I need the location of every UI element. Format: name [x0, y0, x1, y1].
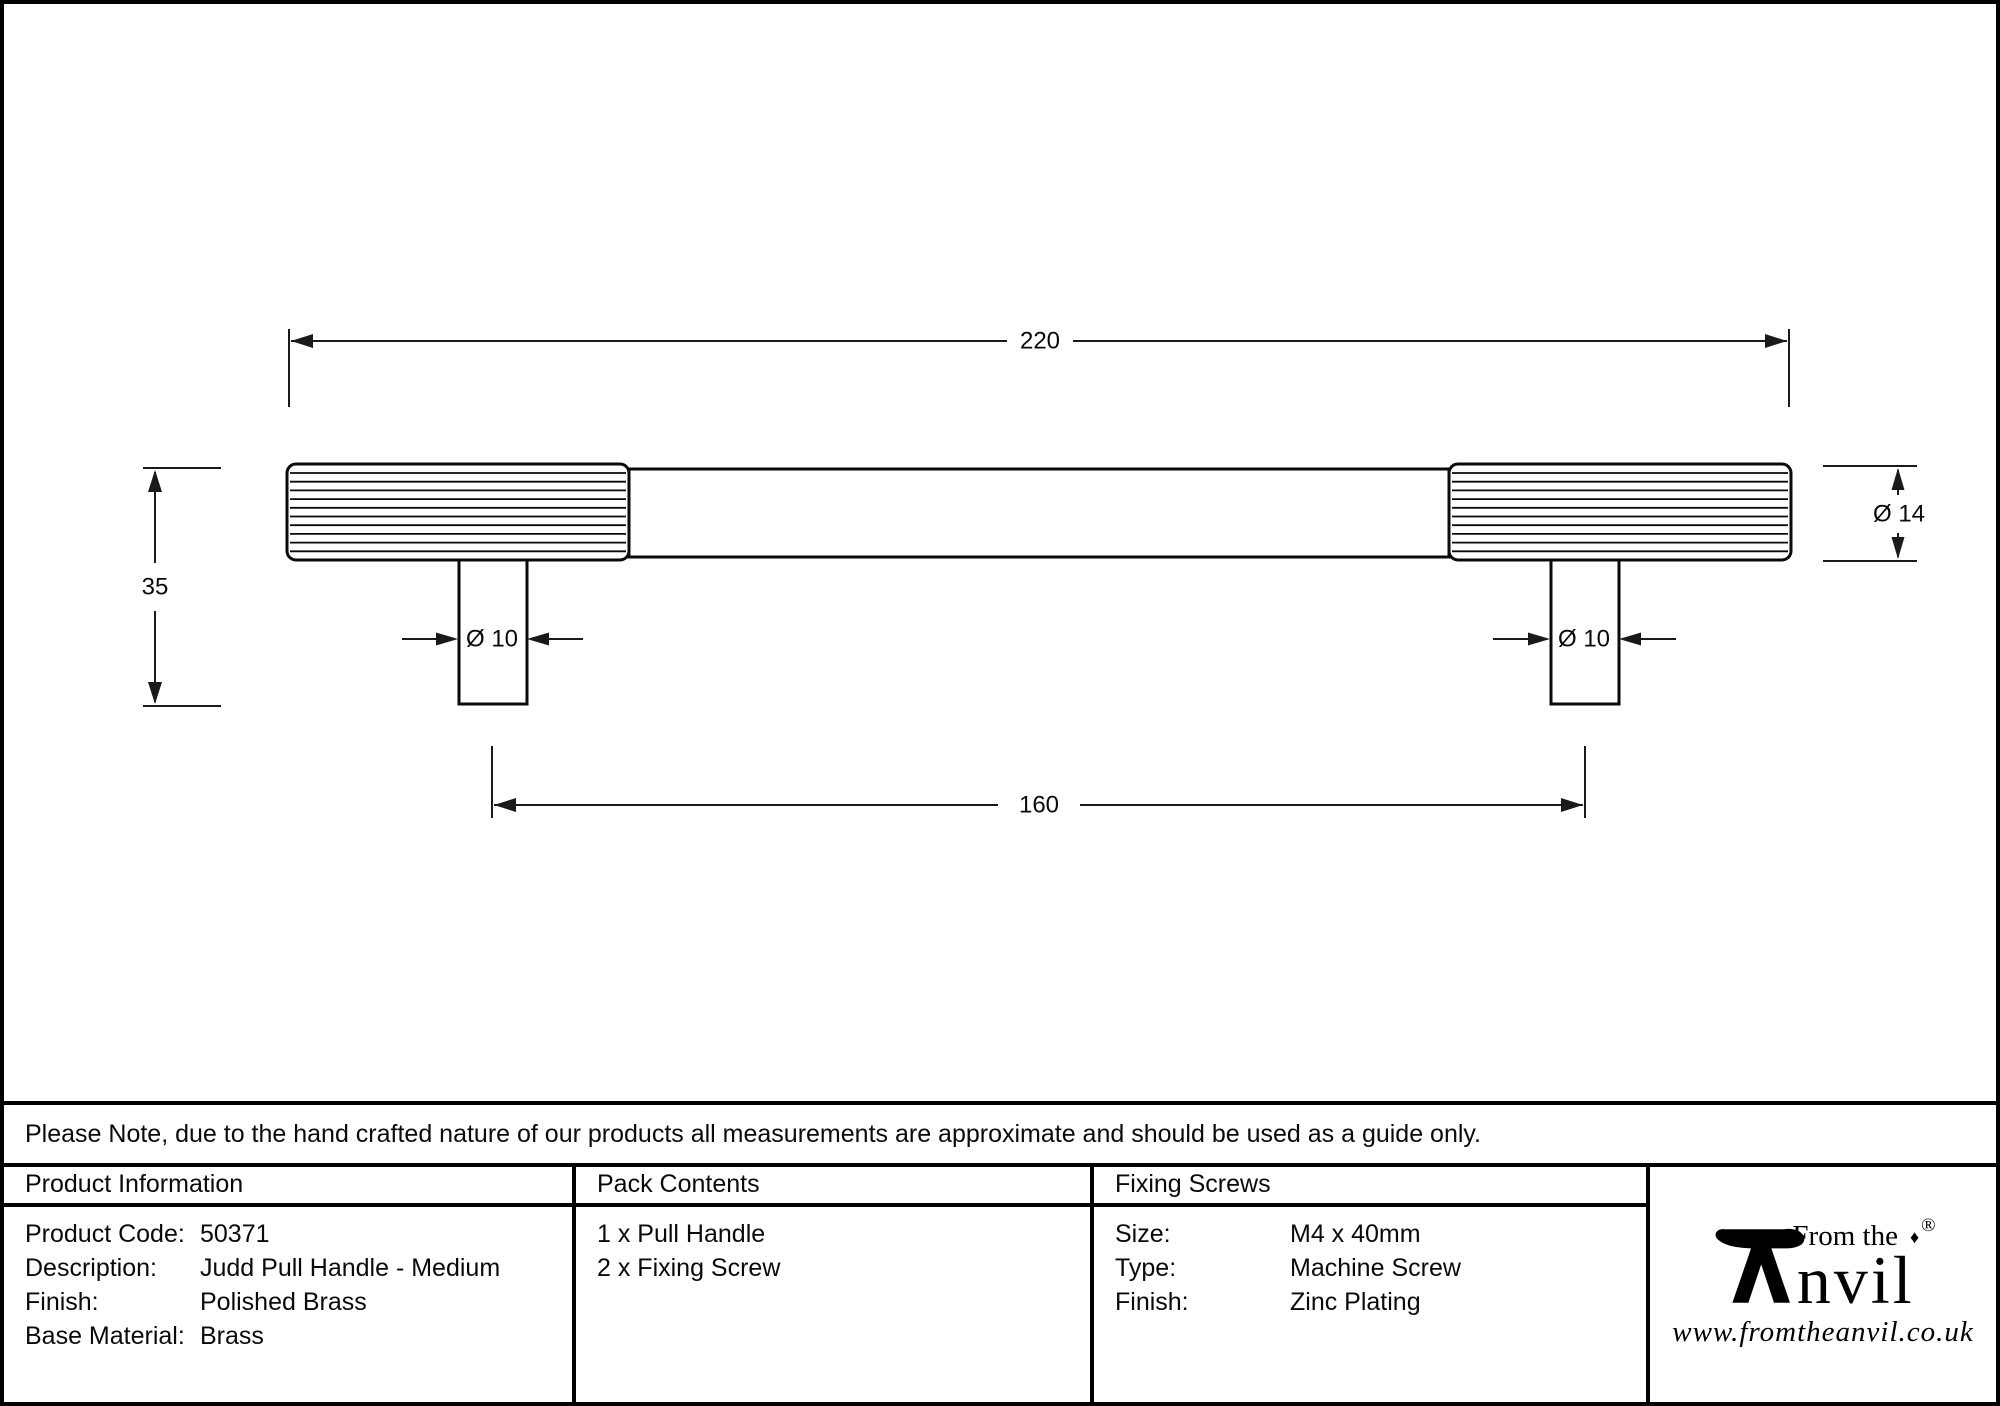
pack-contents-column	[576, 1167, 1094, 1402]
dimension-post-left	[402, 626, 583, 653]
logo-main	[1672, 1215, 1974, 1319]
dimension-label-d10-right: Ø 10	[1557, 625, 1611, 653]
dimension-label-160: 160	[1018, 791, 1060, 819]
spec-row	[25, 1319, 572, 1353]
arrowhead-left	[494, 798, 516, 812]
dimension-bar-diameter	[1823, 466, 1925, 561]
spec-row	[1115, 1251, 1646, 1285]
info-table	[4, 1167, 1996, 1402]
arrowhead-left	[436, 633, 458, 646]
handle-bar	[629, 469, 1449, 557]
dimension-label-35: 35	[141, 573, 169, 601]
fixing-screws-column	[1094, 1167, 1650, 1402]
spec-label: Finish:	[1115, 1288, 1189, 1316]
website-text: www.fromtheanvil.co.uk	[1672, 1315, 1974, 1348]
pull-handle-drawing	[287, 464, 1791, 704]
spec-row	[25, 1217, 572, 1251]
arrowhead-bottom	[1892, 537, 1905, 559]
product-information-body	[4, 1207, 572, 1353]
spec-row	[1115, 1285, 1646, 1319]
dimension-fixing-centres	[492, 746, 1585, 819]
technical-drawing	[4, 4, 1996, 1101]
dimension-overall-height	[142, 468, 221, 706]
note-bar	[4, 1101, 1996, 1167]
spec-value: 50371	[200, 1220, 270, 1248]
knurled-end-right	[1449, 464, 1791, 560]
column-header: Pack Contents	[576, 1167, 1090, 1207]
spec-value: Machine Screw	[1290, 1254, 1461, 1282]
arrowhead-right	[1765, 334, 1787, 348]
product-information-column	[4, 1167, 576, 1402]
column-header: Fixing Screws	[1094, 1167, 1646, 1207]
spec-value: Zinc Plating	[1290, 1288, 1421, 1316]
arrowhead-right	[1561, 798, 1583, 812]
spec-value: M4 x 40mm	[1290, 1220, 1421, 1248]
diamond-icon: ♦	[1909, 1226, 1920, 1247]
dimension-label-d14: Ø 14	[1872, 500, 1926, 528]
dimension-overall-length	[289, 328, 1789, 408]
spec-label: Description:	[25, 1254, 157, 1282]
spec-row	[25, 1285, 572, 1319]
pack-contents-body	[576, 1207, 1090, 1285]
pack-item: 1 x Pull Handle	[597, 1220, 766, 1248]
arrowhead-bottom	[148, 682, 162, 704]
spec-label: Base Material:	[25, 1322, 185, 1350]
from-the-anvil-logo	[1672, 1215, 1974, 1348]
note-text: Please Note, due to the hand crafted nature of our products all measurements are approximate and should be used as a guide only.	[25, 1119, 1482, 1148]
arrowhead-right	[527, 633, 549, 646]
arrowhead-top	[148, 470, 162, 492]
dimension-label-220: 220	[1019, 327, 1061, 355]
dimension-post-right	[1493, 626, 1676, 653]
pack-item: 2 x Fixing Screw	[597, 1254, 781, 1282]
dimension-label-d10-left: Ø 10	[465, 625, 519, 653]
spec-value: Judd Pull Handle - Medium	[200, 1254, 501, 1282]
knurled-end-left	[287, 464, 629, 560]
brand-logo-cell	[1650, 1167, 1996, 1402]
anvil-wordmark: nvil	[1796, 1242, 1915, 1319]
column-header: Product Information	[4, 1167, 572, 1207]
spec-value: Polished Brass	[200, 1288, 367, 1316]
spec-label: Size:	[1115, 1220, 1171, 1248]
spec-row	[1115, 1217, 1646, 1251]
spec-label: Product Code:	[25, 1220, 185, 1248]
arrowhead-right	[1619, 633, 1641, 646]
arrowhead-left	[1528, 633, 1550, 646]
spec-value: Brass	[200, 1322, 264, 1350]
fixing-screws-body	[1094, 1207, 1646, 1319]
from-the-text: From the	[1792, 1220, 1898, 1253]
registered-trademark-icon: ®	[1921, 1215, 1936, 1237]
spec-row	[25, 1251, 572, 1285]
arrowhead-top	[1892, 468, 1905, 490]
spec-label: Type:	[1115, 1254, 1177, 1282]
spec-label: Finish:	[25, 1288, 99, 1316]
logo-words	[1792, 1220, 1920, 1319]
arrowhead-left	[291, 334, 313, 348]
